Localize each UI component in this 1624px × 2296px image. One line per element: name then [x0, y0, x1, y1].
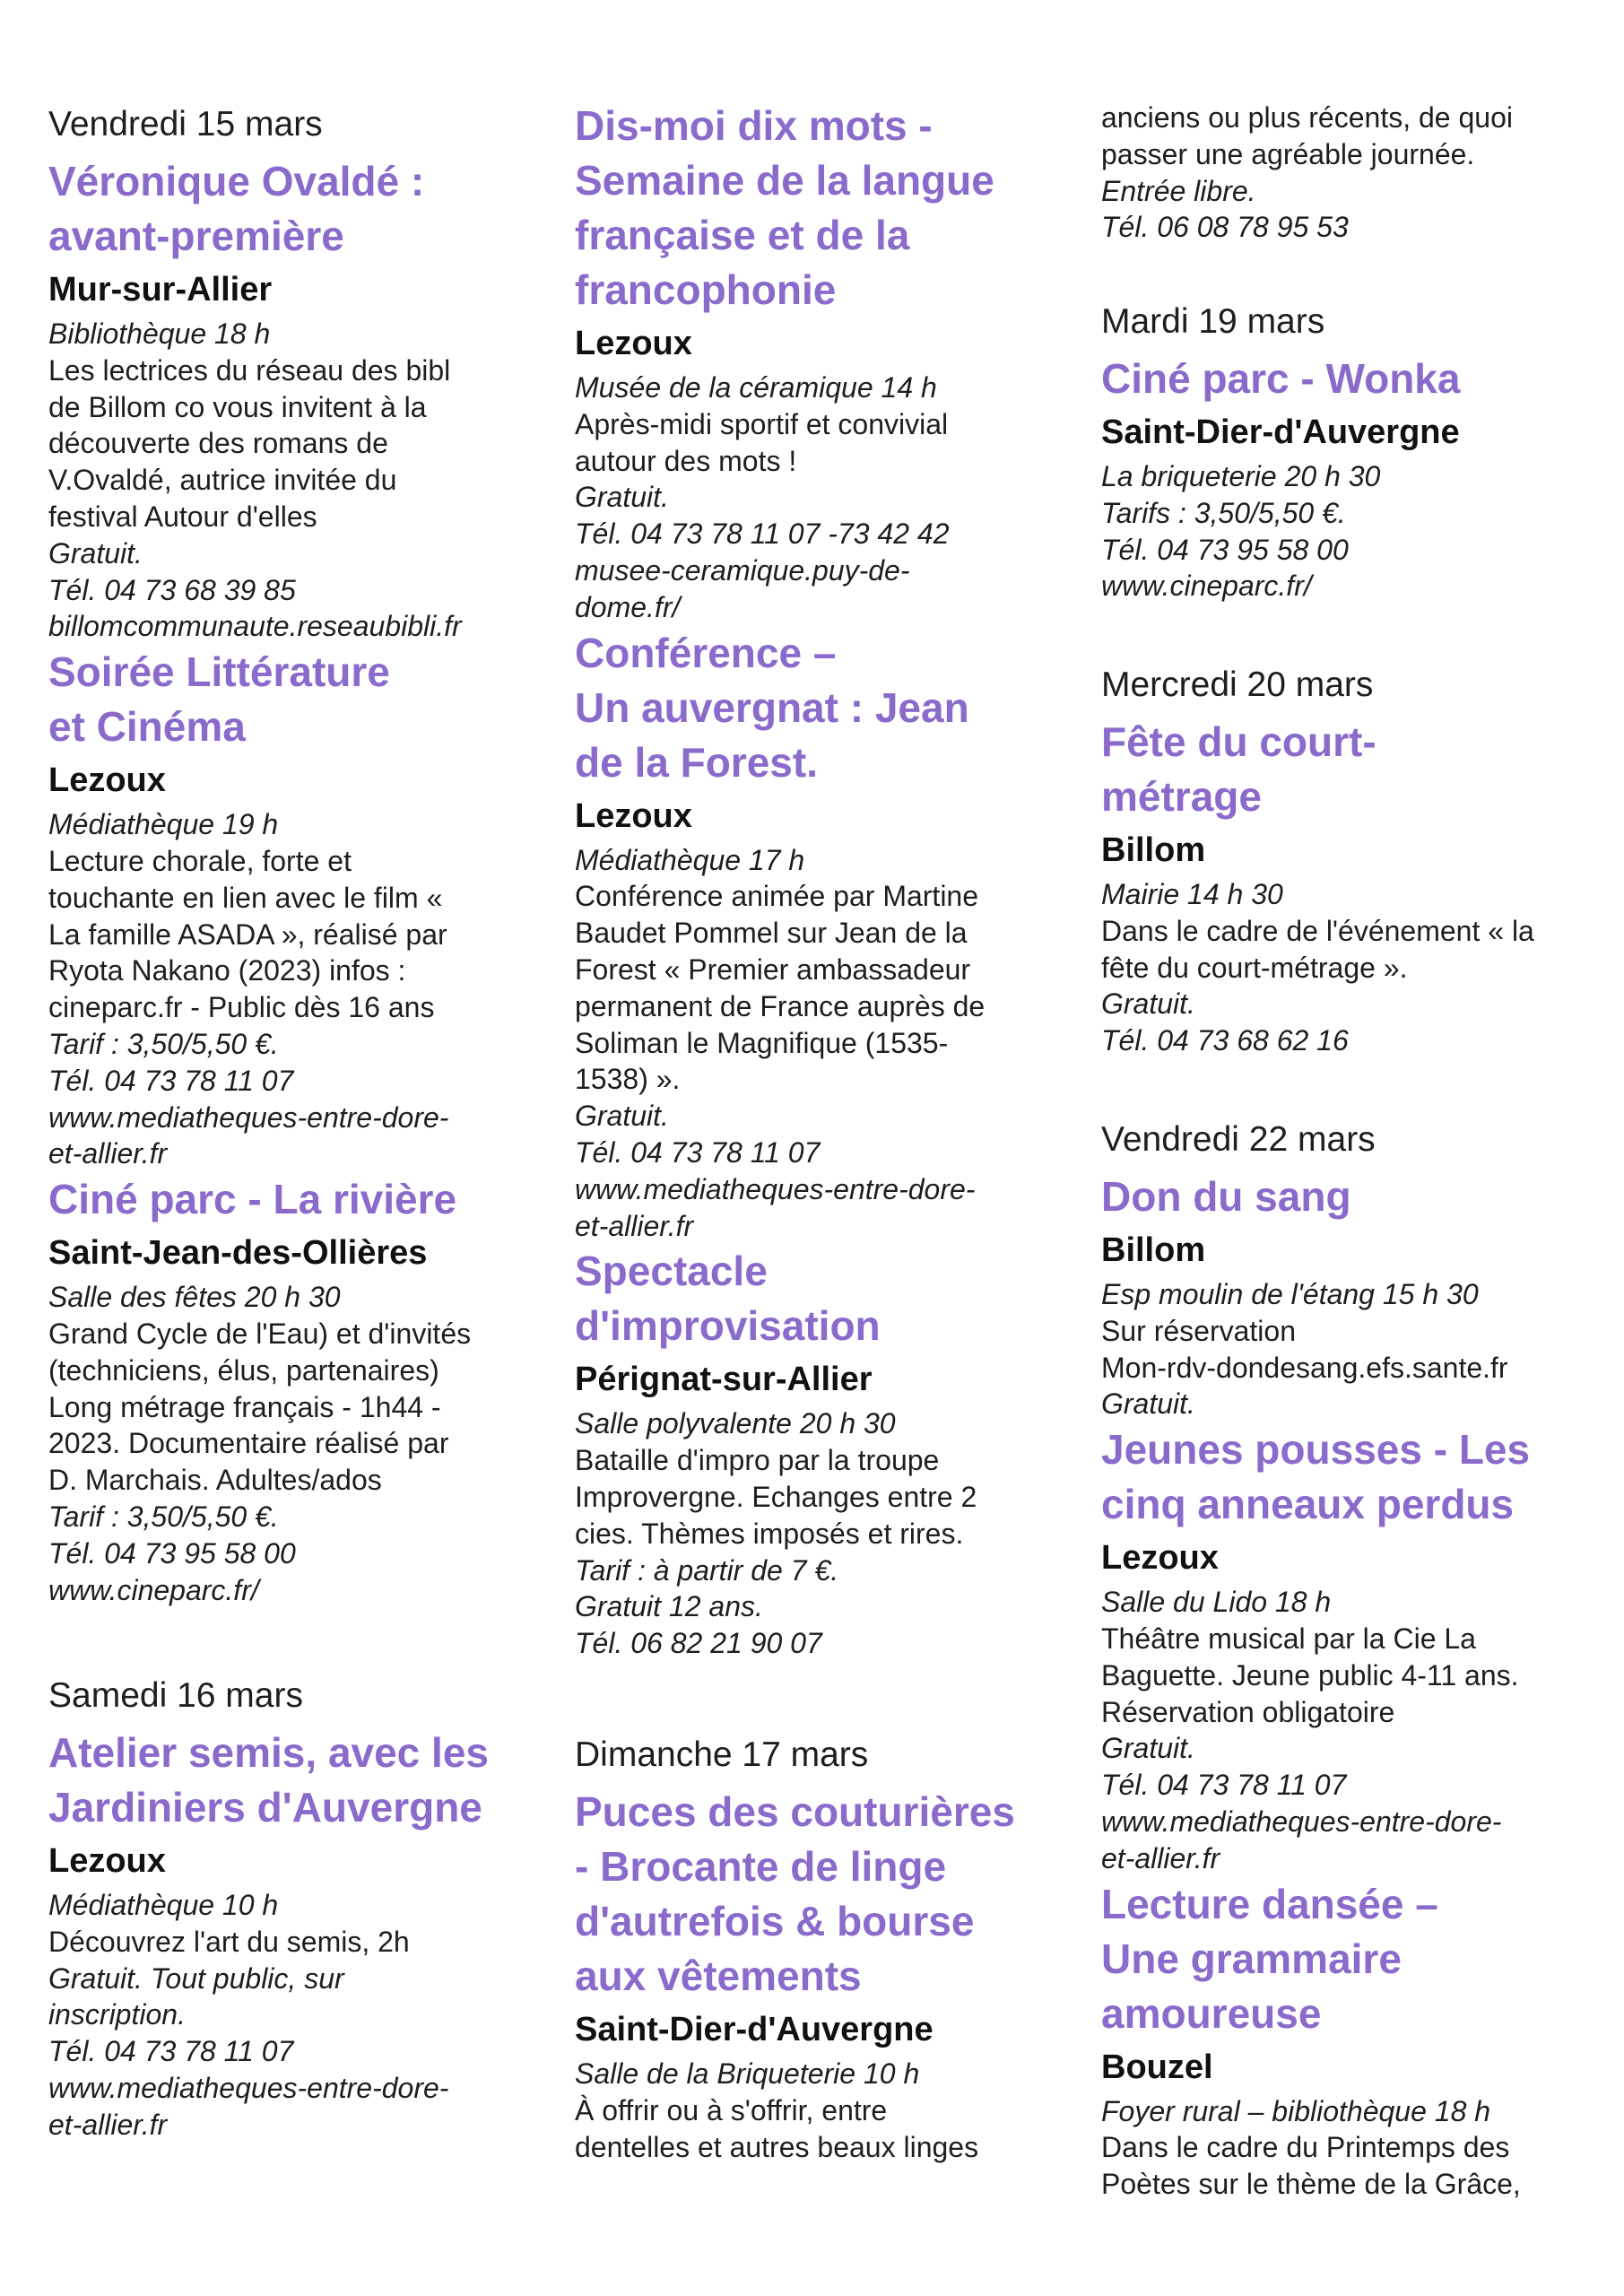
event-title: francophonie	[575, 266, 837, 313]
event-title: de la Forest.	[575, 738, 818, 786]
event-text: Ryota Nakano (2023) infos :	[48, 954, 406, 987]
event-title: Puces des couturières	[575, 1788, 1015, 1835]
event-title: avant-première	[48, 213, 344, 259]
event-detail: Tél. 04 73 95 58 00	[1101, 533, 1349, 566]
event-text: D. Marchais. Adultes/ados	[48, 1464, 382, 1497]
event-title: - Brocante de linge	[575, 1843, 947, 1890]
event-text: La famille ASADA », réalisé par	[48, 918, 447, 951]
event-title: métrage	[1101, 773, 1262, 820]
event-title: Un auvergnat : Jean	[575, 683, 969, 731]
date-heading: Vendredi 22 mars	[1101, 1120, 1376, 1159]
event-text: Bataille d'impro par la troupe	[575, 1444, 940, 1477]
event-detail: La briqueterie 20 h 30	[1101, 460, 1381, 492]
event-detail: Tél. 04 73 68 39 85	[48, 573, 296, 606]
event-text: autour des mots !	[575, 444, 797, 477]
event-title: Véronique Ovaldé :	[48, 158, 425, 204]
event-title: Jeunes pousses - Les	[1101, 1426, 1531, 1474]
event-detail: Tél. 04 73 78 11 07	[1101, 1769, 1347, 1802]
event-detail: et-allier.fr	[575, 1209, 694, 1242]
date-heading: Mercredi 20 mars	[1101, 665, 1374, 704]
event-location: Lezoux	[575, 325, 692, 362]
event-location: Lezoux	[575, 796, 692, 835]
event-detail: Gratuit.	[1101, 987, 1195, 1021]
event-text: permanent de France auprès de	[575, 989, 986, 1022]
event-title: Dis-moi dix mots -	[575, 102, 933, 149]
event-detail: Salle de la Briqueterie 10 h	[575, 2057, 920, 2090]
event-title: Ciné parc - Wonka	[1101, 355, 1461, 402]
date-heading: Samedi 16 mars	[48, 1676, 303, 1715]
event-location: Bouzel	[1101, 2048, 1213, 2086]
event-text: anciens ou plus récents, de quoi	[1101, 101, 1513, 134]
event-detail: Tél. 06 82 21 90 07	[575, 1627, 822, 1660]
event-title: Spectacle	[575, 1248, 768, 1295]
event-detail: Tél. 04 73 78 11 07	[48, 2035, 294, 2068]
event-detail: www.mediatheques-entre-dore-	[48, 2071, 449, 2104]
event-text: Poètes sur le thème de la Grâce,	[1101, 2168, 1521, 2201]
event-detail: Tél. 04 73 78 11 07	[48, 1064, 294, 1097]
event-text: (techniciens, élus, partenaires)	[48, 1353, 439, 1387]
event-text: Réservation obligatoire	[1101, 1695, 1395, 1728]
event-detail: Salle du Lido 18 h	[1101, 1586, 1332, 1619]
event-detail: Foyer rural – bibliothèque 18 h	[1101, 2094, 1491, 2127]
event-detail: Tél. 04 73 78 11 07	[575, 1135, 821, 1169]
event-detail: Gratuit.	[575, 1100, 669, 1133]
event-text: touchante en lien avec le film «	[48, 881, 443, 914]
date-heading: Vendredi 15 mars	[48, 105, 323, 144]
event-title: Semaine de la langue	[575, 157, 994, 204]
event-location: Saint-Jean-des-Ollières	[48, 1234, 428, 1273]
event-title: d'autrefois & bourse	[575, 1898, 975, 1944]
event-location: Pérignat-sur-Allier	[575, 1361, 873, 1399]
event-text: Les lectrices du réseau des bibl	[48, 353, 451, 387]
event-detail: Gratuit 12 ans.	[575, 1590, 763, 1623]
event-title: Jardiniers d'Auvergne	[48, 1784, 482, 1831]
event-detail: Gratuit.	[1101, 1387, 1195, 1421]
event-text: festival Autour d'elles	[48, 500, 317, 533]
event-detail: dome.fr/	[575, 590, 681, 623]
event-detail: Gratuit.	[48, 536, 143, 570]
event-detail: Salle polyvalente 20 h 30	[575, 1407, 896, 1440]
event-detail: Tarif : 3,50/5,50 €.	[48, 1027, 279, 1060]
event-text: de Billom co vous invitent à la	[48, 390, 427, 423]
event-text: Baguette. Jeune public 4-11 ans.	[1101, 1658, 1519, 1692]
event-detail: www.mediatheques-entre-dore-	[575, 1172, 976, 1205]
agenda-block	[575, 1726, 1077, 2165]
event-text: 2023. Documentaire réalisé par	[48, 1427, 449, 1460]
event-title: Soirée Littérature	[48, 648, 390, 696]
event-text: Conférence animée par Martine	[575, 880, 979, 913]
event-text: Improvergne. Echanges entre 2	[575, 1480, 977, 1513]
event-text: Grand Cycle de l'Eau) et d'invités	[48, 1317, 472, 1350]
event-detail: Musée de la céramique 14 h	[575, 371, 937, 404]
event-text: cies. Thèmes imposés et rires.	[575, 1517, 964, 1550]
event-text: Lecture chorale, forte et	[48, 844, 352, 877]
event-text: Découvrez l'art du semis, 2h	[48, 1925, 410, 1958]
event-title: aux vêtements	[575, 1952, 862, 1999]
event-detail: Gratuit. Tout public, sur	[48, 1961, 344, 1995]
event-text: découverte des romans de	[48, 427, 388, 460]
event-detail: Médiathèque 19 h	[48, 808, 279, 841]
event-title: amoureuse	[1101, 1989, 1322, 2037]
event-detail: www.mediatheques-entre-dore-	[1101, 1805, 1502, 1838]
event-detail: Gratuit.	[575, 481, 669, 514]
event-text: dentelles et autres beaux linges	[575, 2130, 979, 2163]
event-text: Théâtre musical par la Cie La	[1101, 1622, 1476, 1655]
event-detail: Gratuit.	[1101, 1732, 1195, 1765]
event-detail: et-allier.fr	[1101, 1841, 1220, 1874]
event-detail: Tarif : 3,50/5,50 €.	[48, 1500, 279, 1533]
event-title: française et de la	[575, 212, 910, 258]
agenda-block	[1101, 292, 1603, 604]
agenda-block	[575, 99, 1077, 1662]
event-location: Lezoux	[48, 761, 166, 800]
event-title: Conférence –	[575, 629, 837, 676]
event-detail: www.mediatheques-entre-dore-	[48, 1100, 449, 1134]
event-detail: Bibliothèque 18 h	[48, 317, 271, 350]
event-detail: www.cineparc.fr/	[48, 1573, 259, 1606]
event-detail: Tél. 04 73 95 58 00	[48, 1536, 296, 1570]
agenda-block	[1101, 100, 1603, 246]
event-detail: Salle des fêtes 20 h 30	[48, 1281, 341, 1314]
event-detail: Tarif : à partir de 7 €.	[575, 1553, 839, 1587]
agenda-block	[1101, 656, 1603, 1059]
event-detail: Médiathèque 10 h	[48, 1889, 279, 1921]
event-title: Une grammaire	[1101, 1935, 1402, 1982]
agenda-block	[1101, 1110, 1603, 2203]
agenda-block	[48, 1666, 551, 2144]
event-detail: et-allier.fr	[48, 2108, 168, 2141]
event-location: Billom	[1101, 831, 1206, 869]
event-text: 1538) ».	[575, 1063, 681, 1096]
event-text: Mon-rdv-dondesang.efs.sante.fr	[1101, 1351, 1508, 1384]
event-detail: Médiathèque 17 h	[575, 843, 805, 876]
event-title: cinq anneaux perdus	[1101, 1481, 1515, 1528]
date-heading: Mardi 19 mars	[1101, 302, 1325, 341]
event-detail: Tarifs : 3,50/5,50 €.	[1101, 496, 1346, 529]
event-detail: billomcommunaute.reseaubibli.fr	[48, 610, 462, 643]
event-detail: Mairie 14 h 30	[1101, 878, 1283, 910]
event-text: Dans le cadre de l'événement « la	[1101, 914, 1534, 947]
event-location: Mur-sur-Allier	[48, 271, 273, 309]
event-title: Don du sang	[1101, 1173, 1351, 1220]
event-location: Saint-Dier-d'Auvergne	[1101, 413, 1460, 451]
event-location: Billom	[1101, 1231, 1206, 1269]
event-text: Baudet Pommel sur Jean de la	[575, 917, 968, 950]
event-detail: Tél. 06 08 78 95 53	[1101, 211, 1349, 244]
event-title: Atelier semis, avec les	[48, 1729, 489, 1776]
event-detail: www.cineparc.fr/	[1101, 570, 1312, 603]
event-location: Saint-Dier-d'Auvergne	[575, 2011, 934, 2048]
event-detail: Esp moulin de l'étang 15 h 30	[1101, 1278, 1479, 1310]
event-text: Sur réservation	[1101, 1314, 1296, 1347]
event-detail: musee-ceramique.puy-de-	[575, 553, 910, 587]
event-text: Forest « Premier ambassadeur	[575, 952, 971, 986]
event-title: et Cinéma	[48, 703, 246, 751]
event-detail: inscription.	[48, 1998, 186, 2031]
event-text: V.Ovaldé, autrice invitée du	[48, 464, 397, 497]
agenda-block	[48, 95, 551, 1608]
event-title: Fête du court-	[1101, 718, 1376, 765]
event-location: Lezoux	[1101, 1539, 1219, 1578]
event-detail: Entrée libre.	[1101, 174, 1256, 207]
event-title: d'improvisation	[575, 1302, 881, 1350]
event-text: fête du court-métrage ».	[1101, 951, 1408, 984]
event-text: À offrir ou à s'offrir, entre	[575, 2093, 888, 2126]
event-title: Ciné parc - La rivière	[48, 1176, 457, 1223]
event-detail: et-allier.fr	[48, 1137, 168, 1170]
event-text: cineparc.fr - Public dès 16 ans	[48, 991, 435, 1024]
event-location: Lezoux	[48, 1842, 166, 1880]
event-detail: Tél. 04 73 68 62 16	[1101, 1024, 1349, 1057]
event-text: passer une agréable journée.	[1101, 137, 1475, 170]
event-title: Lecture dansée –	[1101, 1880, 1438, 1927]
event-text: Soliman le Magnifique (1535-	[575, 1026, 949, 1059]
event-text: Long métrage français - 1h44 -	[48, 1390, 441, 1423]
event-detail: Tél. 04 73 78 11 07 -73 42 42	[575, 517, 950, 551]
event-text: Après-midi sportif et convivial	[575, 407, 949, 440]
date-heading: Dimanche 17 mars	[575, 1735, 869, 1774]
event-text: Dans le cadre du Printemps des	[1101, 2131, 1510, 2164]
